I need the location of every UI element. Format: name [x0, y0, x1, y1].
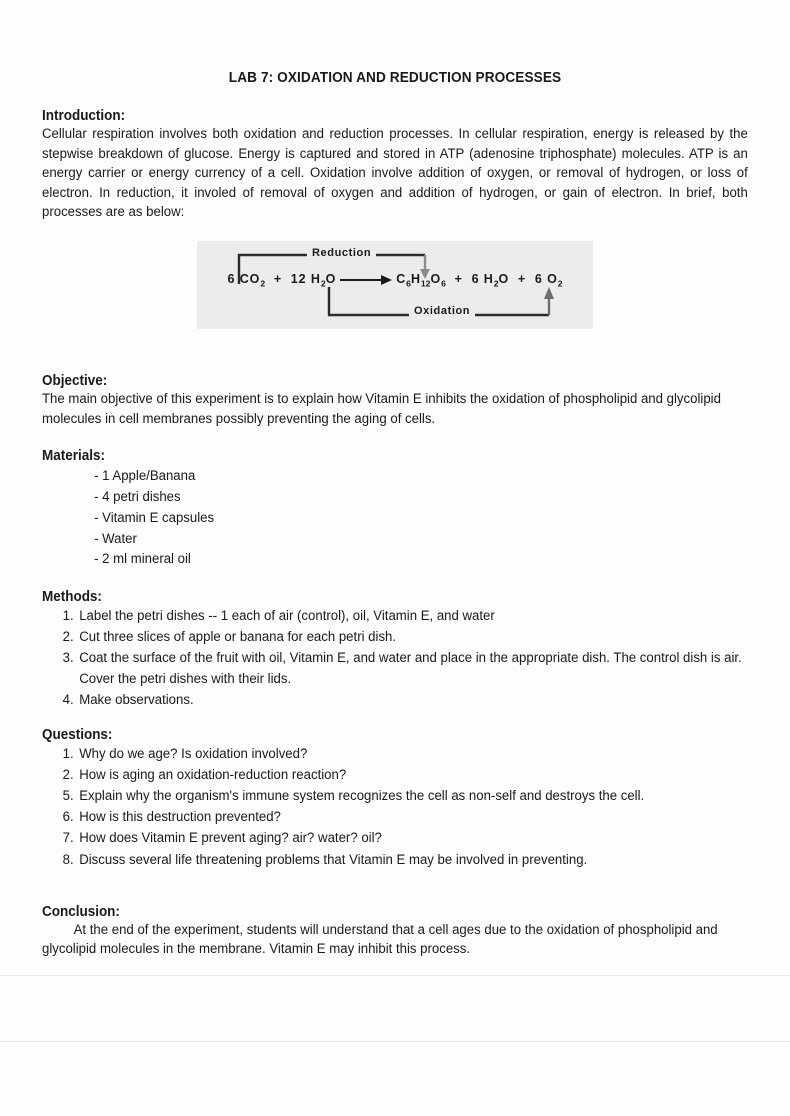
- page-title: LAB 7: OXIDATION AND REDUCTION PROCESSES: [228, 70, 562, 86]
- product-3-subscript: 2: [557, 278, 563, 289]
- list-item: [55, 850, 761, 871]
- list-item: [55, 627, 761, 648]
- list-item-text: Discuss several life threatening problems that Vitamin E may be involved in preventing.: [79, 851, 588, 868]
- reactant-1-subscript: 2: [260, 278, 266, 289]
- oxidation-label: Oxidation: [409, 305, 475, 317]
- section-conclusion: [42, 904, 748, 960]
- list-item: - Water: [94, 530, 137, 547]
- section-introduction: [42, 108, 748, 223]
- list-item-number: 1.: [62, 608, 74, 625]
- materials-list: [42, 466, 699, 570]
- reactant-2-subscript-a: 2: [320, 278, 326, 289]
- equation-text-row: [197, 272, 593, 289]
- product-1-h-subscript: 12: [420, 278, 431, 289]
- list-item-number: 1.: [62, 746, 74, 763]
- list-item: - 2 ml mineral oil: [94, 551, 191, 568]
- reduction-label: Reduction: [307, 247, 376, 259]
- list-item: [55, 807, 761, 828]
- conclusion-heading: Conclusion:: [42, 903, 120, 920]
- questions-heading: Questions:: [42, 727, 113, 744]
- equation-plus-3: +: [517, 271, 527, 286]
- respiration-equation-figure: [42, 241, 748, 329]
- product-2-subscript-a: 2: [493, 278, 499, 289]
- list-item: [55, 690, 761, 711]
- list-item: - 1 Apple/Banana: [94, 468, 196, 485]
- introduction-heading: Introduction:: [42, 108, 126, 124]
- list-item: - 4 petri dishes: [94, 488, 181, 505]
- list-item-text: Make observations.: [79, 692, 194, 709]
- list-item-text: How is this destruction prevented?: [79, 809, 281, 826]
- section-materials: [42, 448, 748, 570]
- product-2-formula-b: O: [498, 271, 510, 286]
- reactant-1-formula: CO: [239, 271, 261, 286]
- document-content: [42, 70, 748, 960]
- product-1-c-subscript: 6: [406, 278, 411, 289]
- methods-heading: Methods:: [42, 589, 102, 606]
- objective-text: The main objective of this experiment is to explain how Vitamin E inhibits the oxidation of phospholipid and glycolipid molecules in cell membranes possibly preventing the aging of cells.: [42, 390, 721, 427]
- product-2-formula-a: H: [483, 271, 494, 286]
- scan-artifact-line-lower: [0, 1041, 790, 1042]
- scan-artifact-line-upper: [0, 975, 790, 976]
- list-item: [55, 606, 761, 627]
- section-questions: [42, 727, 748, 870]
- list-item-number: 2.: [62, 629, 74, 646]
- introduction-text: Cellular respiration involves both oxidation and reduction processes. In cellular respiration, energy is released by the stepwise breakdown of glucose. Energy is captured and stored in ATP (adenosine triphosphate) molecules. ATP is an energy carrier or energy currency of a cell. Oxidation involve addition of oxygen, or removal of hydrogen, or loss of electron. In reduction, it involed of removal of oxygen and addition of hydrogen, or gain of electron. In brief, both processes are as below:: [42, 126, 748, 221]
- product-3-formula: O: [547, 271, 558, 286]
- reactant-2-formula-b: O: [325, 271, 337, 286]
- reaction-arrow-icon: [340, 275, 392, 285]
- list-item-text: How does Vitamin E prevent aging? air? water? oil?: [79, 830, 382, 847]
- list-item-text: Explain why the organism's immune system recognizes the cell as non-self and destroys the cell.: [79, 788, 645, 805]
- equation-plus-2: +: [454, 271, 463, 286]
- list-item-number: 3.: [62, 650, 74, 667]
- section-objective: [42, 373, 748, 429]
- list-item-number: 5.: [62, 788, 74, 805]
- list-item-number: 2.: [62, 767, 74, 784]
- list-item-text: Cut three slices of apple or banana for each petri dish.: [79, 629, 397, 646]
- methods-list: [42, 606, 761, 710]
- list-item: [55, 765, 761, 786]
- product-1-h: H: [410, 271, 421, 286]
- list-item-number: 8.: [62, 851, 74, 868]
- equation-plus-1: +: [273, 271, 283, 286]
- list-item: - Vitamin E capsules: [94, 509, 215, 526]
- reactant-1-coefficient: 6: [227, 271, 236, 286]
- list-item: [55, 828, 761, 849]
- materials-heading: Materials:: [42, 448, 105, 465]
- product-3-coefficient: 6: [534, 271, 543, 286]
- product-1-c: C: [396, 271, 407, 286]
- product-2-coefficient: 6: [471, 271, 480, 286]
- objective-heading: Objective:: [42, 372, 108, 389]
- product-1-o-subscript: 6: [441, 278, 446, 289]
- list-item-text: Label the petri dishes -- 1 each of air (control), oil, Vitamin E, and water: [79, 608, 495, 625]
- list-item-text: Why do we age? Is oxidation involved?: [79, 746, 308, 763]
- list-item-number: 4.: [62, 692, 74, 709]
- reactant-2-formula-a: H: [310, 271, 321, 286]
- list-item: [55, 648, 761, 689]
- list-item-number: 6.: [62, 809, 74, 826]
- reactant-2-coefficient: 12: [290, 271, 307, 286]
- list-item-number: 7.: [62, 830, 74, 847]
- questions-list: [42, 744, 761, 870]
- conclusion-text: At the end of the experiment, students will understand that a cell ages due to the oxidation of phospholipid and glycolipid molecules in the membrane. Vitamin E may inhibit this process.: [42, 921, 718, 958]
- list-item: [55, 744, 761, 765]
- equation-block: [197, 241, 593, 329]
- section-methods: [42, 589, 748, 710]
- list-item: [55, 786, 761, 807]
- product-1-o: O: [430, 271, 442, 286]
- list-item-text: Coat the surface of the fruit with oil, Vitamin E, and water and place in the appropriate dish. The control dish is air. Cover the petri dishes with their lids.: [79, 650, 742, 687]
- list-item-text: How is aging an oxidation-reduction reaction?: [79, 767, 347, 784]
